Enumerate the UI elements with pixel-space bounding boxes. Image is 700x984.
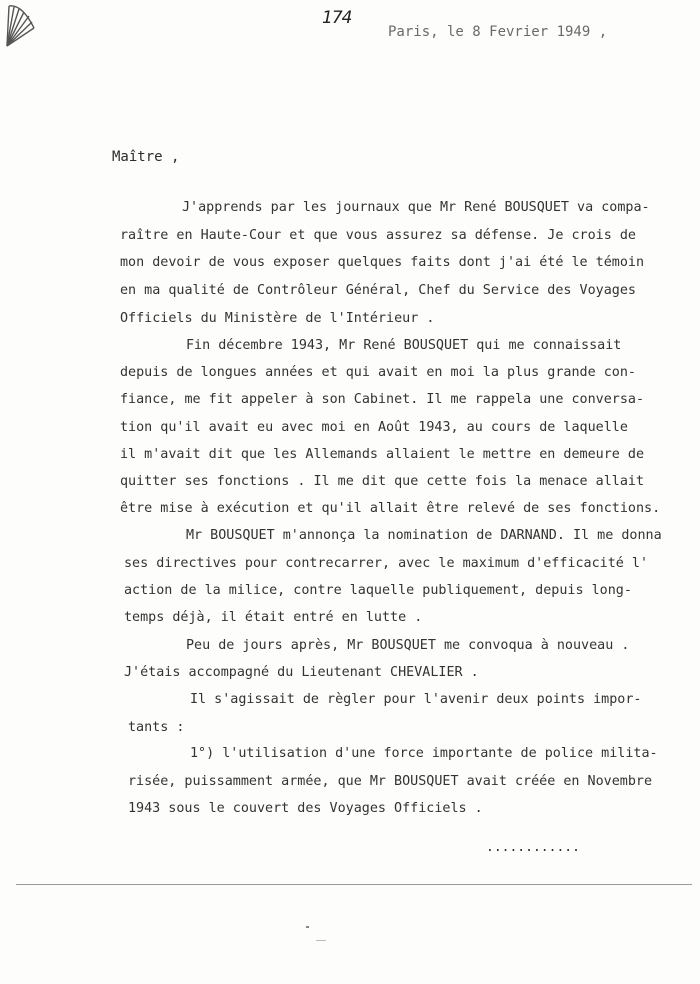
paper-speck [316,940,326,941]
body-line: fiance, me fit appeler à son Cabinet. Il me rappela une conversa- [120,392,645,407]
body-line: 1943 sous le couvert des Voyages Officiels . [128,801,483,816]
body-line: temps déjà, il était entré en lutte . [124,610,423,625]
body-line: Il s'agissait de règler pour l'avenir deux points impor- [190,692,642,707]
body-line: J'apprends par les journaux que Mr René BOUSQUET va compa- [182,200,650,215]
body-line: ses directives pour contrecarrer, avec le maximum d'efficacité l' [124,556,649,571]
body-line: J'étais accompagné du Lieutenant CHEVALIER . [124,665,479,680]
continuation-dots: ............ [486,840,580,855]
body-line: Officiels du Ministère de l'Intérieur . [120,311,435,326]
body-line: raître en Haute-Cour et que vous assurez sa défense. Je crois de [120,228,636,243]
body-line: en ma qualité de Contrôleur Général, Chef du Service des Voyages [120,283,636,298]
body-line: il m'avait dit que les Allemands allaient le mettre en demeure de [120,447,645,462]
body-line: Peu de jours après, Mr BOUSQUET me convoqua à nouveau . [186,638,630,653]
salutation: Maître , [112,149,180,165]
body-line: Mr BOUSQUET m'annonça la nomination de DARNAND. Il me donna [186,528,662,543]
bottom-rule [16,884,692,885]
body-line: tion qu'il avait eu avec moi en Août 1943, au cours de laquelle [120,420,628,435]
body-line: quitter ses fonctions . Il me dit que cette fois la menace allait [120,474,645,489]
body-line: Fin décembre 1943, Mr René BOUSQUET qui me connaissait [186,338,622,353]
dateline: Paris, le 8 Fevrier 1949 , [388,24,608,40]
body-line: être mise à exécution et qu'il allait être relevé de ses fonctions. [120,501,661,516]
body-line: action de la milice, contre laquelle publiquement, depuis long- [124,583,632,598]
paper-speck [306,926,309,928]
body-line: tants : [128,720,185,735]
body-line: mon devoir de vous exposer quelques faits dont j'ai été le témoin [120,255,645,270]
body-line: depuis de longues années et qui avait en moi la plus grande con- [120,365,636,380]
body-line: 1°) l'utilisation d'une force importante de police milita- [190,746,658,761]
body-line: risée, puissamment armée, que Mr BOUSQUET avait créée en Novembre [128,774,653,789]
folio-number: 174 [322,8,352,28]
fan-logo [4,2,36,48]
